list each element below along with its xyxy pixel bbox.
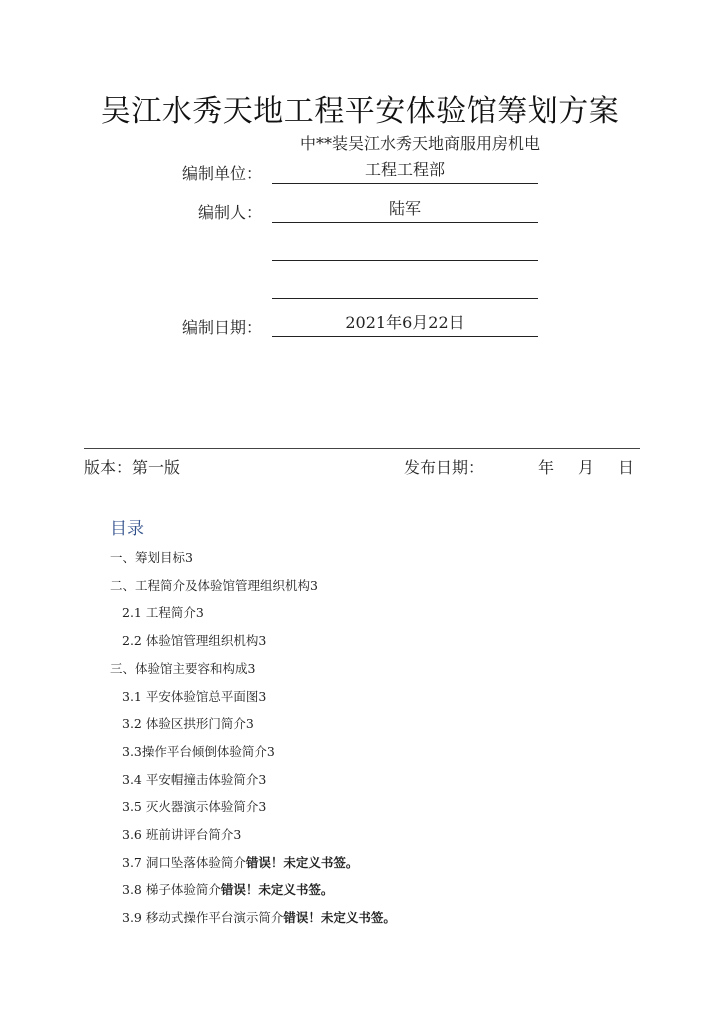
toc-item-text: 3.6 班前讲评台简介3 <box>122 827 242 842</box>
toc-item-text: 3.8 梯子体验简介 <box>122 882 221 898</box>
toc-item-text: 3.5 灭火器演示体验简介3 <box>122 799 267 815</box>
toc-item-text: 3.9 移动式操作平台演示简介 <box>122 910 284 926</box>
blank-line-2 <box>272 274 538 299</box>
author-label: 编制人： <box>197 203 262 222</box>
toc-item[interactable] <box>122 908 396 926</box>
toc-item-text: 3.4 平安帽撞击体验简介3 <box>122 771 267 787</box>
toc-item-text: 3.1 平安体验馆总平面图3 <box>122 688 267 704</box>
date-label: 编制日期： <box>181 318 262 337</box>
toc-item[interactable] <box>122 687 266 705</box>
toc-item-error: 错误！未定义书签。 <box>220 882 334 898</box>
release-day: 日 <box>618 458 635 477</box>
toc-item-error: 错误！未定义书签。 <box>245 854 359 870</box>
toc-item[interactable] <box>122 603 204 621</box>
release-year: 年 <box>538 458 555 477</box>
header-divider <box>84 448 640 449</box>
toc-item-text: 2.1 工程简介3 <box>122 605 204 621</box>
unit-label: 编制单位： <box>181 164 262 183</box>
toc-item-text: 二、工程简介及体验馆管理组织机构3 <box>110 577 318 593</box>
toc-item[interactable] <box>122 880 333 898</box>
toc-item[interactable] <box>110 548 193 566</box>
toc-item[interactable] <box>122 714 254 732</box>
toc-item-text: 3.7 洞口坠落体验简介 <box>122 854 246 870</box>
toc-item[interactable] <box>122 742 275 760</box>
toc-item[interactable] <box>122 825 241 843</box>
toc-item-text: 3.2 体验区拱形门简介3 <box>122 716 254 732</box>
date-value: 2021年6月22日 <box>272 312 538 337</box>
toc-item[interactable] <box>122 797 266 815</box>
unit-value: 工程工程部 <box>272 159 538 184</box>
release-date-label: 发布日期： <box>404 458 485 477</box>
toc-item-text: 3.3操作平台倾倒体验简介3 <box>122 743 275 759</box>
toc-heading: 目录 <box>110 519 144 539</box>
toc-item[interactable] <box>122 853 358 871</box>
toc-item-text: 三、体验馆主要容和构成3 <box>110 660 256 676</box>
toc-item-text: 一、筹划目标3 <box>110 550 193 565</box>
blank-line-1 <box>272 236 538 261</box>
toc-item[interactable] <box>110 659 255 677</box>
document-subtitle: 中**装吴江水秀天地商服用房机电 <box>299 134 540 153</box>
author-value: 陆军 <box>272 198 538 223</box>
toc-item[interactable] <box>122 770 266 788</box>
document-title: 吴江水秀天地工程平安体验馆筹划方案 <box>100 94 620 129</box>
toc-item-text: 2.2 体验馆管理组织机构3 <box>122 633 267 649</box>
toc-item[interactable] <box>110 576 318 594</box>
toc-item-error: 错误！未定义书签。 <box>283 910 396 926</box>
release-month: 月 <box>578 458 595 477</box>
toc-item[interactable] <box>122 631 266 649</box>
version-text: 版本：第一版 <box>84 458 181 477</box>
